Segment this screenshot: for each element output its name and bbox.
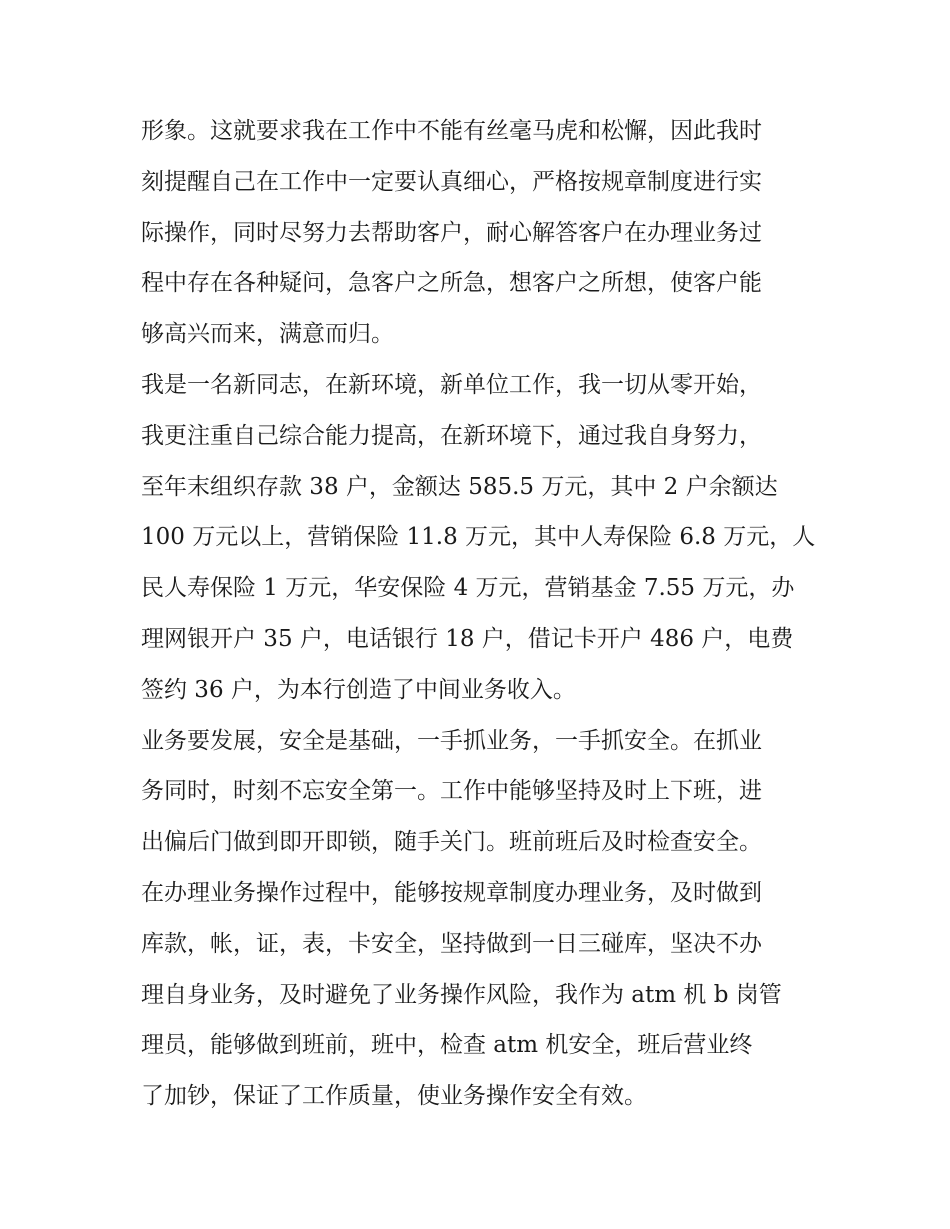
text-line: 理自身业务，及时避免了业务操作风险，我作为 atm 机 b 岗管	[141, 981, 782, 1008]
body-text	[141, 106, 821, 1122]
text-line: 际操作，同时尽努力去帮助客户，耐心解答客户在办理业务过	[141, 219, 762, 246]
text-line: 库款，帐，证，表，卡安全，坚持做到一日三碰库，坚决不办	[141, 930, 762, 957]
text-line: 至年末组织存款 38 户，金额达 585.5 万元，其中 2 户余额达	[141, 473, 778, 500]
text-line: 100 万元以上，营销保险 11.8 万元，其中人寿保险 6.8 万元，人	[141, 524, 816, 551]
text-line: 程中存在各种疑问，急客户之所急，想客户之所想，使客户能	[141, 270, 762, 297]
text-line: 民人寿保险 1 万元，华安保险 4 万元，营销基金 7.55 万元，办	[141, 575, 795, 602]
text-line: 我是一名新同志，在新环境，新单位工作，我一切从零开始，	[141, 371, 762, 398]
text-line: 我更注重自己综合能力提高，在新环境下，通过我自身努力，	[141, 422, 762, 449]
text-line: 形象。这就要求我在工作中不能有丝毫马虎和松懈，因此我时	[141, 118, 762, 144]
text-line: 刻提醒自己在工作中一定要认真细心，严格按规章制度进行实	[141, 168, 762, 195]
text-line: 够高兴而来，满意而归。	[141, 321, 394, 348]
text-line: 出偏后门做到即开即锁，随手关门。班前班后及时检查安全。	[141, 829, 762, 856]
text-line: 务同时，时刻不忘安全第一。工作中能够坚持及时上下班，进	[141, 778, 762, 805]
text-line: 了加钞，保证了工作质量，使业务操作安全有效。	[141, 1083, 647, 1110]
text-line: 在办理业务操作过程中，能够按规章制度办理业务，及时做到	[141, 879, 762, 906]
text-line: 理网银开户 35 户，电话银行 18 户，借记卡开户 486 户，电费	[141, 625, 794, 652]
text-line: 签约 36 户，为本行创造了中间业务收入。	[141, 676, 576, 703]
text-line: 业务要发展，安全是基础，一手抓业务，一手抓安全。在抓业	[141, 727, 762, 754]
text-line: 理员，能够做到班前，班中，检查 atm 机安全，班后营业终	[141, 1032, 753, 1059]
